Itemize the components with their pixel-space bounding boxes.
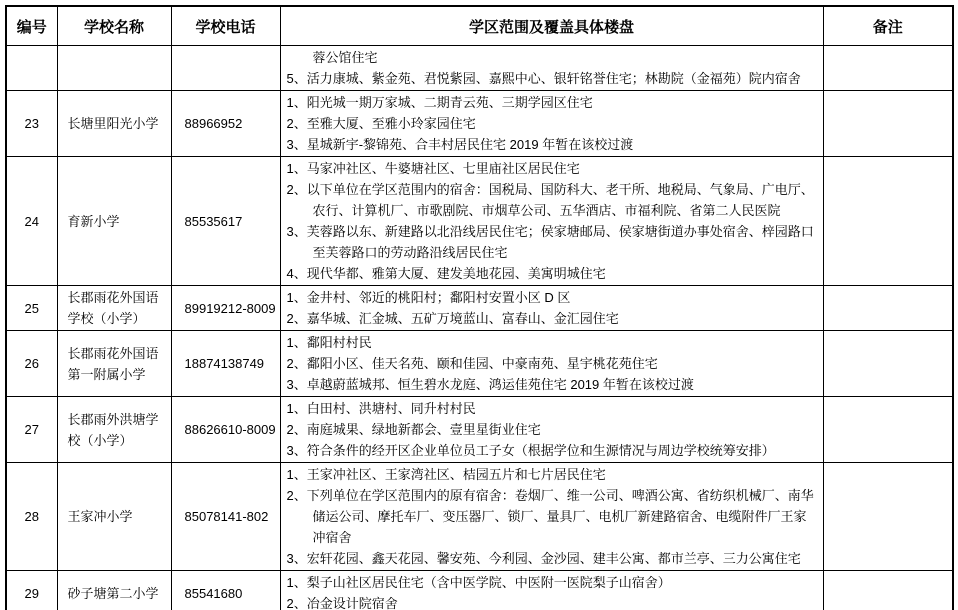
- cell-school-phone: 88966952: [171, 91, 280, 157]
- table-row: [6, 571, 953, 610]
- table-row: [6, 331, 953, 397]
- cell-number: 26: [6, 331, 57, 397]
- cell-school-name: 长郡雨外洪塘学校（小学）: [57, 397, 171, 463]
- detail-line: 2、冶金设计院宿舍: [286, 596, 398, 610]
- cell-remark: [823, 91, 953, 157]
- detail-line: 2、嘉华城、汇金城、五矿万境蓝山、富春山、金汇园住宅: [286, 311, 619, 326]
- detail-line: 1、王家冲社区、王家湾社区、桔园五片和七片居民住宅: [286, 467, 606, 482]
- cell-school-phone: 85078141-802: [171, 463, 280, 571]
- cell-remark: [823, 286, 953, 331]
- school-district-table: [5, 5, 954, 610]
- cell-number: 23: [6, 91, 57, 157]
- detail-line: 3、星城新宇-黎锦苑、合丰村居民住宅 2019 年暂在该校过渡: [286, 137, 634, 152]
- detail-line: 1、金井村、邻近的桃阳村；鄱阳村安置小区 D 区: [286, 290, 571, 305]
- detail-line: 3、芙蓉路以东、新建路以北沿线居民住宅；侯家塘邮局、侯家塘街道办事处宿舍、梓园路口至芙蓉路口的劳动路沿线居民住宅: [286, 224, 814, 260]
- cell-school-name: 长塘里阳光小学: [57, 91, 171, 157]
- cell-school-phone: 89919212-8009: [171, 286, 280, 331]
- detail-line: 5、活力康城、紫金苑、君悦紫园、嘉熙中心、银轩铭誉住宅；林勘院（金福苑）院内宿舍: [286, 71, 801, 86]
- col-header-number: 编号: [6, 6, 57, 46]
- cell-district-scope: [280, 46, 823, 91]
- col-header-school-phone: 学校电话: [171, 6, 280, 46]
- cell-district-scope: [280, 397, 823, 463]
- cell-remark: [823, 571, 953, 610]
- cell-district-scope: [280, 331, 823, 397]
- detail-line: 2、南庭城果、绿地新都会、壹里星街业住宅: [286, 422, 541, 437]
- detail-line: 1、阳光城一期万家城、二期青云苑、三期学园区住宅: [286, 95, 593, 110]
- cell-school-name: 长郡雨花外国语学校（小学）: [57, 286, 171, 331]
- detail-line: 蓉公馆住宅: [286, 50, 378, 65]
- col-header-remark: 备注: [823, 6, 953, 46]
- detail-line: 1、梨子山社区居民住宅（含中医学院、中医附一医院梨子山宿舍）: [286, 575, 671, 590]
- table-row: [6, 157, 953, 286]
- cell-school-phone: 88626610-8009: [171, 397, 280, 463]
- table-row: [6, 46, 953, 91]
- cell-district-scope: [280, 571, 823, 610]
- header-row: [6, 6, 953, 46]
- detail-line: 1、马家冲社区、牛婆塘社区、七里庙社区居民住宅: [286, 161, 580, 176]
- detail-line: 4、现代华都、雅第大厦、建发美地花园、美寓明城住宅: [286, 266, 606, 281]
- detail-line: 2、下列单位在学区范围内的原有宿舍：卷烟厂、维一公司、啤酒公寓、省纺织机械厂、南华储运公司、摩托车厂、变压器厂、锁厂、量具厂、电机厂新建路宿舍、电缆附件厂王家冲宿舍: [286, 488, 814, 545]
- cell-number: 29: [6, 571, 57, 610]
- detail-line: 1、白田村、洪塘村、同升村村民: [286, 401, 476, 416]
- cell-number: 24: [6, 157, 57, 286]
- table-row: [6, 463, 953, 571]
- detail-line: 3、符合条件的经开区企业单位员工子女（根据学位和生源情况与周边学校统筹安排）: [286, 443, 775, 458]
- cell-school-name: 砂子塘第二小学: [57, 571, 171, 610]
- cell-school-phone: [171, 46, 280, 91]
- cell-school-name: 王家冲小学: [57, 463, 171, 571]
- detail-line: 3、宏轩花园、鑫天花园、馨安苑、今利园、金沙园、建丰公寓、都市兰亭、三力公寓住宅: [286, 551, 801, 566]
- cell-district-scope: [280, 463, 823, 571]
- detail-line: 1、鄱阳村村民: [286, 335, 372, 350]
- table-row: [6, 397, 953, 463]
- col-header-district-scope: 学区范围及覆盖具体楼盘: [280, 6, 823, 46]
- cell-number: 27: [6, 397, 57, 463]
- cell-district-scope: [280, 157, 823, 286]
- cell-remark: [823, 331, 953, 397]
- cell-remark: [823, 157, 953, 286]
- cell-school-name: 育新小学: [57, 157, 171, 286]
- table-row: [6, 91, 953, 157]
- cell-remark: [823, 463, 953, 571]
- cell-school-phone: 85541680: [171, 571, 280, 610]
- cell-school-name: [57, 46, 171, 91]
- cell-remark: [823, 46, 953, 91]
- detail-line: 2、以下单位在学区范围内的宿舍：国税局、国防科大、老干所、地税局、气象局、广电厅、农行、计算机厂、市歌剧院、市烟草公司、五华酒店、市福利院、省第二人民医院: [286, 182, 814, 218]
- cell-school-phone: 18874138749: [171, 331, 280, 397]
- detail-line: 2、鄱阳小区、佳天名苑、颐和佳园、中豪南苑、星宇桃花苑住宅: [286, 356, 658, 371]
- cell-remark: [823, 397, 953, 463]
- col-header-school-name: 学校名称: [57, 6, 171, 46]
- cell-number: 28: [6, 463, 57, 571]
- cell-number: 25: [6, 286, 57, 331]
- cell-district-scope: [280, 91, 823, 157]
- cell-district-scope: [280, 286, 823, 331]
- detail-line: 2、至雅大厦、至雅小玲家园住宅: [286, 116, 476, 131]
- cell-number: [6, 46, 57, 91]
- cell-school-name: 长郡雨花外国语第一附属小学: [57, 331, 171, 397]
- table-row: [6, 286, 953, 331]
- detail-line: 3、卓越蔚蓝城邦、恒生碧水龙庭、鸿运佳苑住宅 2019 年暂在该校过渡: [286, 377, 694, 392]
- cell-school-phone: 85535617: [171, 157, 280, 286]
